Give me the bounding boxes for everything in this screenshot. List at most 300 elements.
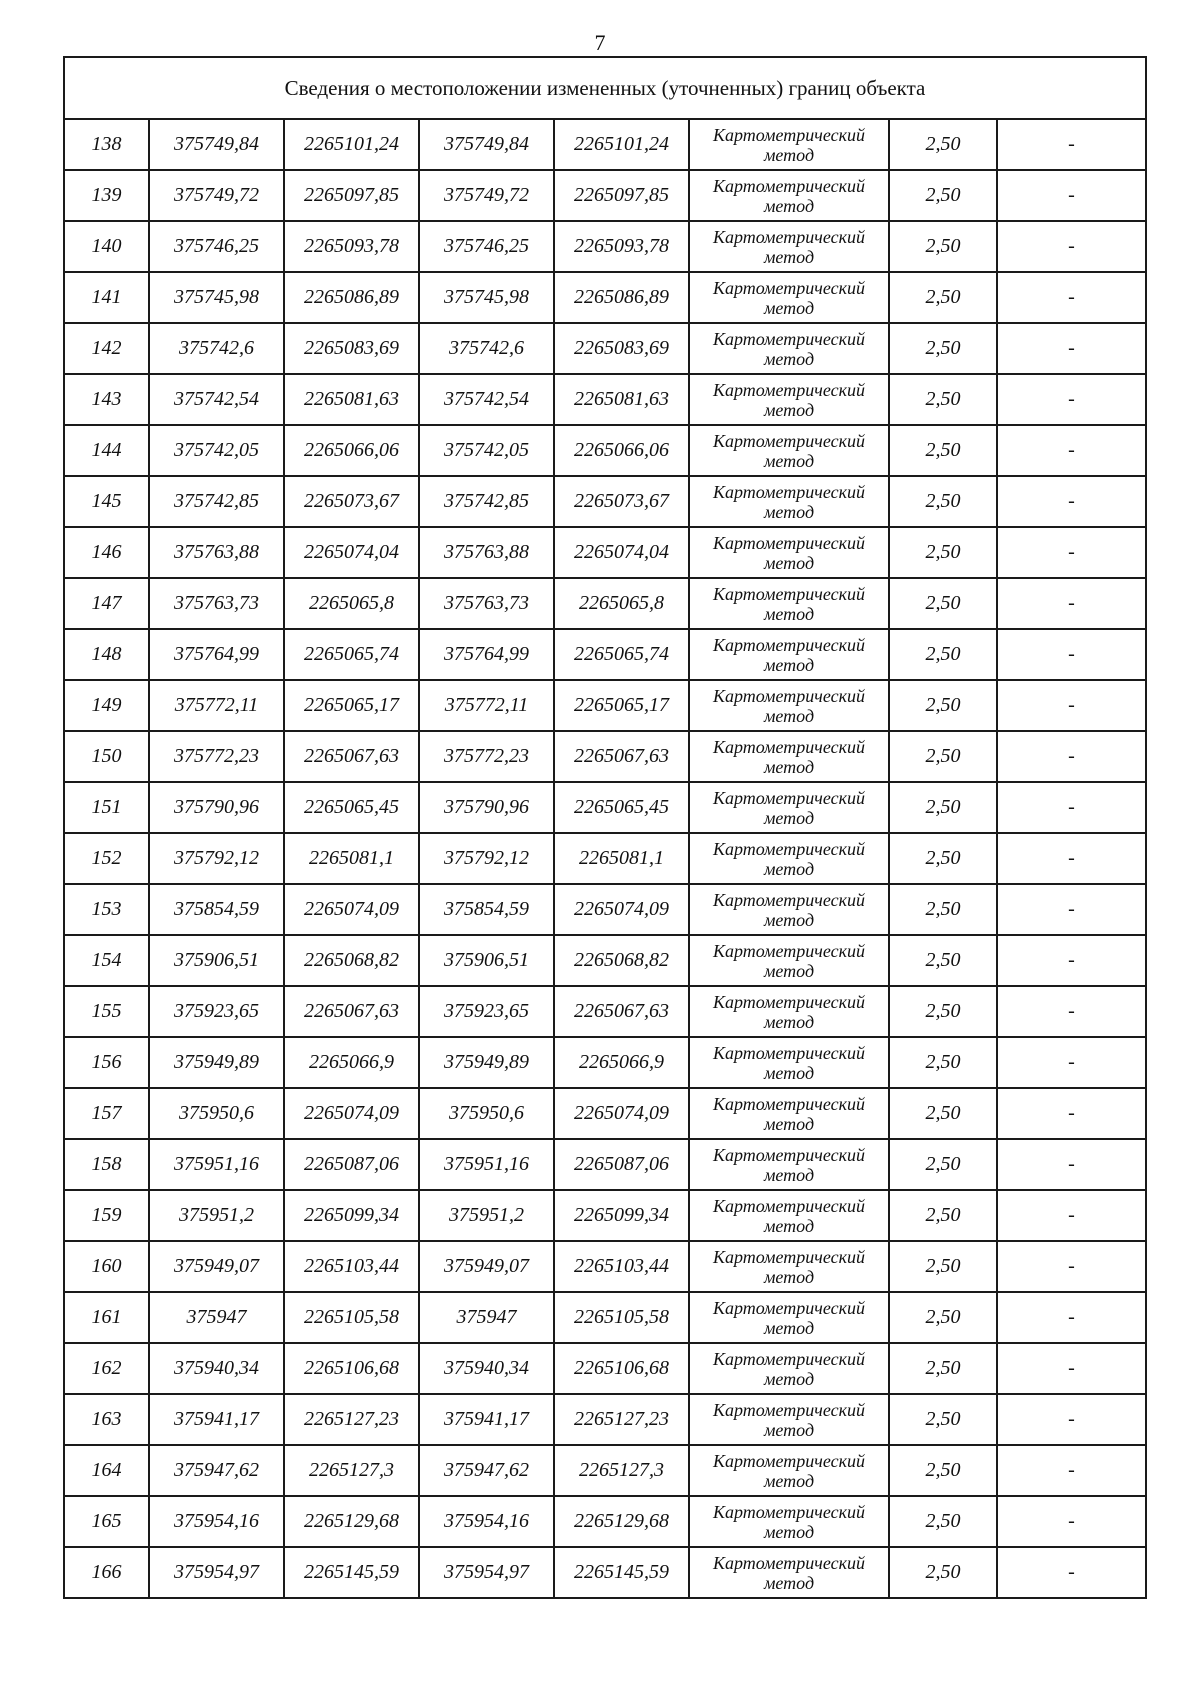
accuracy-cell: 2,50	[889, 221, 997, 272]
existing-x-cell: 375951,16	[149, 1139, 284, 1190]
method-line-2: метод	[763, 1011, 815, 1032]
existing-x-cell: 375742,6	[149, 323, 284, 374]
method-line-2: метод	[763, 144, 815, 165]
method-line-1: Картометрический	[712, 1450, 865, 1471]
table-row	[64, 731, 1146, 782]
method-line-1: Картометрический	[712, 124, 865, 145]
accuracy-cell: 2,50	[889, 1139, 997, 1190]
existing-y-cell: 2265145,59	[284, 1547, 419, 1598]
point-number-cell: 145	[64, 476, 149, 527]
refined-x-cell: 375742,05	[419, 425, 554, 476]
method-cell	[689, 1394, 889, 1445]
table-title-row	[64, 57, 1146, 119]
existing-y-cell: 2265067,63	[284, 986, 419, 1037]
existing-y-cell: 2265129,68	[284, 1496, 419, 1547]
accuracy-cell: 2,50	[889, 1445, 997, 1496]
point-number-cell: 152	[64, 833, 149, 884]
accuracy-cell: 2,50	[889, 884, 997, 935]
table-row	[64, 884, 1146, 935]
existing-x-cell: 375772,23	[149, 731, 284, 782]
point-number-cell: 160	[64, 1241, 149, 1292]
refined-x-cell: 375941,17	[419, 1394, 554, 1445]
note-cell: -	[997, 1292, 1146, 1343]
method-line-2: метод	[763, 1470, 815, 1491]
existing-y-cell: 2265065,8	[284, 578, 419, 629]
refined-y-cell: 2265127,23	[554, 1394, 689, 1445]
refined-x-cell: 375949,07	[419, 1241, 554, 1292]
table-body	[64, 57, 1146, 1598]
refined-y-cell: 2265097,85	[554, 170, 689, 221]
method-line-2: метод	[763, 1113, 815, 1134]
accuracy-cell: 2,50	[889, 1190, 997, 1241]
method-line-2: метод	[763, 1266, 815, 1287]
accuracy-cell: 2,50	[889, 1547, 997, 1598]
method-cell	[689, 1139, 889, 1190]
method-line-2: метод	[763, 450, 815, 471]
existing-y-cell: 2265074,09	[284, 884, 419, 935]
note-cell: -	[997, 119, 1146, 170]
point-number-cell: 146	[64, 527, 149, 578]
refined-x-cell: 375951,2	[419, 1190, 554, 1241]
method-cell	[689, 935, 889, 986]
existing-x-cell: 375764,99	[149, 629, 284, 680]
refined-x-cell: 375772,11	[419, 680, 554, 731]
existing-y-cell: 2265065,74	[284, 629, 419, 680]
refined-y-cell: 2265066,06	[554, 425, 689, 476]
existing-x-cell: 375745,98	[149, 272, 284, 323]
table-row	[64, 1496, 1146, 1547]
method-line-2: метод	[763, 1317, 815, 1338]
method-cell	[689, 1241, 889, 1292]
note-cell: -	[997, 1088, 1146, 1139]
existing-x-cell: 375949,89	[149, 1037, 284, 1088]
method-line-2: метод	[763, 1572, 815, 1593]
point-number-cell: 138	[64, 119, 149, 170]
refined-y-cell: 2265068,82	[554, 935, 689, 986]
note-cell: -	[997, 680, 1146, 731]
page-number: 7	[594, 30, 606, 55]
existing-x-cell: 375742,54	[149, 374, 284, 425]
refined-x-cell: 375947,62	[419, 1445, 554, 1496]
note-cell: -	[997, 1547, 1146, 1598]
accuracy-cell: 2,50	[889, 323, 997, 374]
existing-y-cell: 2265081,1	[284, 833, 419, 884]
method-line-2: метод	[763, 705, 815, 726]
method-line-2: метод	[763, 654, 815, 675]
point-number-cell: 142	[64, 323, 149, 374]
accuracy-cell: 2,50	[889, 425, 997, 476]
method-line-2: метод	[763, 1062, 815, 1083]
refined-y-cell: 2265074,04	[554, 527, 689, 578]
point-number-cell: 154	[64, 935, 149, 986]
point-number-cell: 161	[64, 1292, 149, 1343]
method-cell	[689, 731, 889, 782]
method-line-1: Картометрический	[712, 532, 865, 553]
method-line-2: метод	[763, 756, 815, 777]
point-number-cell: 164	[64, 1445, 149, 1496]
refined-y-cell: 2265081,1	[554, 833, 689, 884]
method-line-1: Картометрический	[712, 1399, 865, 1420]
accuracy-cell: 2,50	[889, 629, 997, 680]
table-row	[64, 374, 1146, 425]
method-cell	[689, 1088, 889, 1139]
existing-y-cell: 2265093,78	[284, 221, 419, 272]
method-line-2: метод	[763, 399, 815, 420]
existing-y-cell: 2265066,9	[284, 1037, 419, 1088]
method-cell	[689, 119, 889, 170]
existing-x-cell: 375947,62	[149, 1445, 284, 1496]
method-line-1: Картометрический	[712, 277, 865, 298]
accuracy-cell: 2,50	[889, 1088, 997, 1139]
refined-y-cell: 2265086,89	[554, 272, 689, 323]
method-cell	[689, 680, 889, 731]
table-row	[64, 578, 1146, 629]
existing-y-cell: 2265074,09	[284, 1088, 419, 1139]
method-line-1: Картометрический	[712, 481, 865, 502]
existing-y-cell: 2265065,17	[284, 680, 419, 731]
method-cell	[689, 629, 889, 680]
refined-x-cell: 375790,96	[419, 782, 554, 833]
refined-y-cell: 2265065,45	[554, 782, 689, 833]
table-row	[64, 1190, 1146, 1241]
method-cell	[689, 578, 889, 629]
note-cell: -	[997, 425, 1146, 476]
existing-x-cell: 375790,96	[149, 782, 284, 833]
note-cell: -	[997, 1445, 1146, 1496]
accuracy-cell: 2,50	[889, 1292, 997, 1343]
refined-x-cell: 375763,73	[419, 578, 554, 629]
accuracy-cell: 2,50	[889, 935, 997, 986]
existing-y-cell: 2265073,67	[284, 476, 419, 527]
point-number-cell: 156	[64, 1037, 149, 1088]
point-number-cell: 165	[64, 1496, 149, 1547]
method-cell	[689, 476, 889, 527]
point-number-cell: 140	[64, 221, 149, 272]
refined-x-cell: 375854,59	[419, 884, 554, 935]
refined-x-cell: 375742,6	[419, 323, 554, 374]
existing-y-cell: 2265105,58	[284, 1292, 419, 1343]
refined-y-cell: 2265065,8	[554, 578, 689, 629]
existing-y-cell: 2265103,44	[284, 1241, 419, 1292]
method-line-2: метод	[763, 603, 815, 624]
method-cell	[689, 1190, 889, 1241]
table-row	[64, 1088, 1146, 1139]
table-row	[64, 1394, 1146, 1445]
refined-y-cell: 2265065,17	[554, 680, 689, 731]
method-line-1: Картометрический	[712, 379, 865, 400]
note-cell: -	[997, 833, 1146, 884]
table-row	[64, 119, 1146, 170]
accuracy-cell: 2,50	[889, 1343, 997, 1394]
note-cell: -	[997, 782, 1146, 833]
method-line-1: Картометрический	[712, 1195, 865, 1216]
method-cell	[689, 425, 889, 476]
note-cell: -	[997, 578, 1146, 629]
existing-y-cell: 2265087,06	[284, 1139, 419, 1190]
accuracy-cell: 2,50	[889, 986, 997, 1037]
refined-x-cell: 375954,97	[419, 1547, 554, 1598]
existing-y-cell: 2265065,45	[284, 782, 419, 833]
method-line-1: Картометрический	[712, 1501, 865, 1522]
existing-x-cell: 375749,72	[149, 170, 284, 221]
refined-y-cell: 2265129,68	[554, 1496, 689, 1547]
existing-y-cell: 2265106,68	[284, 1343, 419, 1394]
method-line-2: метод	[763, 1521, 815, 1542]
refined-x-cell: 375749,84	[419, 119, 554, 170]
method-line-1: Картометрический	[712, 583, 865, 604]
table-row	[64, 170, 1146, 221]
point-number-cell: 155	[64, 986, 149, 1037]
accuracy-cell: 2,50	[889, 1496, 997, 1547]
existing-x-cell: 375906,51	[149, 935, 284, 986]
point-number-cell: 159	[64, 1190, 149, 1241]
accuracy-cell: 2,50	[889, 1241, 997, 1292]
refined-y-cell: 2265083,69	[554, 323, 689, 374]
existing-x-cell: 375763,73	[149, 578, 284, 629]
method-cell	[689, 374, 889, 425]
refined-y-cell: 2265067,63	[554, 731, 689, 782]
refined-x-cell: 375954,16	[419, 1496, 554, 1547]
table-row	[64, 680, 1146, 731]
refined-x-cell: 375940,34	[419, 1343, 554, 1394]
accuracy-cell: 2,50	[889, 680, 997, 731]
table-row	[64, 476, 1146, 527]
existing-x-cell: 375954,16	[149, 1496, 284, 1547]
method-line-1: Картометрический	[712, 634, 865, 655]
refined-y-cell: 2265074,09	[554, 884, 689, 935]
note-cell: -	[997, 1139, 1146, 1190]
point-number-cell: 150	[64, 731, 149, 782]
table-row	[64, 323, 1146, 374]
point-number-cell: 144	[64, 425, 149, 476]
existing-y-cell: 2265081,63	[284, 374, 419, 425]
existing-x-cell: 375746,25	[149, 221, 284, 272]
point-number-cell: 153	[64, 884, 149, 935]
accuracy-cell: 2,50	[889, 578, 997, 629]
accuracy-cell: 2,50	[889, 833, 997, 884]
method-line-1: Картометрический	[712, 736, 865, 757]
existing-x-cell: 375763,88	[149, 527, 284, 578]
method-cell	[689, 1445, 889, 1496]
method-line-1: Картометрический	[712, 1042, 865, 1063]
refined-x-cell: 375749,72	[419, 170, 554, 221]
refined-x-cell: 375772,23	[419, 731, 554, 782]
point-number-cell: 157	[64, 1088, 149, 1139]
refined-y-cell: 2265066,9	[554, 1037, 689, 1088]
method-cell	[689, 323, 889, 374]
note-cell: -	[997, 272, 1146, 323]
method-line-2: метод	[763, 501, 815, 522]
method-line-1: Картометрический	[712, 430, 865, 451]
method-cell	[689, 1496, 889, 1547]
refined-x-cell: 375746,25	[419, 221, 554, 272]
point-number-cell: 148	[64, 629, 149, 680]
refined-x-cell: 375947	[419, 1292, 554, 1343]
table-row	[64, 629, 1146, 680]
method-cell	[689, 221, 889, 272]
method-cell	[689, 170, 889, 221]
method-line-1: Картометрический	[712, 1246, 865, 1267]
table-row	[64, 1547, 1146, 1598]
note-cell: -	[997, 476, 1146, 527]
existing-x-cell: 375742,85	[149, 476, 284, 527]
method-line-1: Картометрический	[712, 889, 865, 910]
refined-y-cell: 2265101,24	[554, 119, 689, 170]
refined-x-cell: 375951,16	[419, 1139, 554, 1190]
point-number-cell: 139	[64, 170, 149, 221]
existing-y-cell: 2265127,23	[284, 1394, 419, 1445]
refined-x-cell: 375763,88	[419, 527, 554, 578]
note-cell: -	[997, 1496, 1146, 1547]
refined-x-cell: 375745,98	[419, 272, 554, 323]
method-line-2: метод	[763, 552, 815, 573]
point-number-cell: 162	[64, 1343, 149, 1394]
note-cell: -	[997, 170, 1146, 221]
method-line-2: метод	[763, 195, 815, 216]
existing-y-cell: 2265097,85	[284, 170, 419, 221]
point-number-cell: 163	[64, 1394, 149, 1445]
refined-y-cell: 2265103,44	[554, 1241, 689, 1292]
existing-y-cell: 2265068,82	[284, 935, 419, 986]
existing-x-cell: 375749,84	[149, 119, 284, 170]
table-row	[64, 833, 1146, 884]
refined-y-cell: 2265087,06	[554, 1139, 689, 1190]
accuracy-cell: 2,50	[889, 782, 997, 833]
method-cell	[689, 986, 889, 1037]
refined-y-cell: 2265067,63	[554, 986, 689, 1037]
method-line-1: Картометрический	[712, 1297, 865, 1318]
note-cell: -	[997, 986, 1146, 1037]
refined-x-cell: 375949,89	[419, 1037, 554, 1088]
note-cell: -	[997, 323, 1146, 374]
refined-y-cell: 2265081,63	[554, 374, 689, 425]
refined-x-cell: 375742,54	[419, 374, 554, 425]
existing-y-cell: 2265101,24	[284, 119, 419, 170]
method-line-2: метод	[763, 1368, 815, 1389]
existing-y-cell: 2265099,34	[284, 1190, 419, 1241]
note-cell: -	[997, 527, 1146, 578]
method-line-1: Картометрический	[712, 175, 865, 196]
refined-x-cell: 375950,6	[419, 1088, 554, 1139]
method-line-2: метод	[763, 348, 815, 369]
method-cell	[689, 884, 889, 935]
note-cell: -	[997, 884, 1146, 935]
method-line-2: метод	[763, 858, 815, 879]
method-line-1: Картометрический	[712, 1093, 865, 1114]
method-line-1: Картометрический	[712, 787, 865, 808]
table-row	[64, 1037, 1146, 1088]
existing-x-cell: 375954,97	[149, 1547, 284, 1598]
method-line-2: метод	[763, 960, 815, 981]
method-line-1: Картометрический	[712, 1348, 865, 1369]
note-cell: -	[997, 221, 1146, 272]
method-cell	[689, 782, 889, 833]
existing-y-cell: 2265127,3	[284, 1445, 419, 1496]
existing-x-cell: 375742,05	[149, 425, 284, 476]
point-number-cell: 158	[64, 1139, 149, 1190]
method-line-1: Картометрический	[712, 991, 865, 1012]
point-number-cell: 151	[64, 782, 149, 833]
method-line-1: Картометрический	[712, 328, 865, 349]
table-row	[64, 1241, 1146, 1292]
method-cell	[689, 272, 889, 323]
table-row	[64, 1343, 1146, 1394]
method-line-1: Картометрический	[712, 1144, 865, 1165]
method-line-2: метод	[763, 807, 815, 828]
method-line-1: Картометрический	[712, 1552, 865, 1573]
table-row	[64, 1292, 1146, 1343]
accuracy-cell: 2,50	[889, 170, 997, 221]
table-row	[64, 272, 1146, 323]
method-line-1: Картометрический	[712, 940, 865, 961]
method-line-2: метод	[763, 1215, 815, 1236]
existing-x-cell: 375941,17	[149, 1394, 284, 1445]
point-number-cell: 141	[64, 272, 149, 323]
method-line-1: Картометрический	[712, 226, 865, 247]
refined-y-cell: 2265127,3	[554, 1445, 689, 1496]
table-row	[64, 527, 1146, 578]
refined-x-cell: 375792,12	[419, 833, 554, 884]
point-number-cell: 149	[64, 680, 149, 731]
accuracy-cell: 2,50	[889, 272, 997, 323]
refined-y-cell: 2265099,34	[554, 1190, 689, 1241]
refined-x-cell: 375742,85	[419, 476, 554, 527]
table-title: Сведения о местоположении измененных (уточненных) границ объекта	[64, 57, 1146, 119]
method-cell	[689, 833, 889, 884]
accuracy-cell: 2,50	[889, 374, 997, 425]
point-number-cell: 147	[64, 578, 149, 629]
note-cell: -	[997, 935, 1146, 986]
table-row	[64, 782, 1146, 833]
refined-y-cell: 2265106,68	[554, 1343, 689, 1394]
table-row	[64, 986, 1146, 1037]
refined-y-cell: 2265105,58	[554, 1292, 689, 1343]
refined-x-cell: 375923,65	[419, 986, 554, 1037]
note-cell: -	[997, 1394, 1146, 1445]
existing-x-cell: 375949,07	[149, 1241, 284, 1292]
note-cell: -	[997, 1190, 1146, 1241]
method-cell	[689, 1292, 889, 1343]
method-line-2: метод	[763, 297, 815, 318]
accuracy-cell: 2,50	[889, 527, 997, 578]
table-row	[64, 425, 1146, 476]
method-line-2: метод	[763, 1164, 815, 1185]
boundary-coordinates-table	[63, 56, 1147, 1599]
accuracy-cell: 2,50	[889, 476, 997, 527]
note-cell: -	[997, 1343, 1146, 1394]
point-number-cell: 166	[64, 1547, 149, 1598]
table-row	[64, 1445, 1146, 1496]
method-cell	[689, 1547, 889, 1598]
existing-x-cell: 375772,11	[149, 680, 284, 731]
existing-x-cell: 375792,12	[149, 833, 284, 884]
existing-y-cell: 2265066,06	[284, 425, 419, 476]
method-line-1: Картометрический	[712, 685, 865, 706]
refined-y-cell: 2265145,59	[554, 1547, 689, 1598]
refined-x-cell: 375764,99	[419, 629, 554, 680]
note-cell: -	[997, 374, 1146, 425]
existing-x-cell: 375950,6	[149, 1088, 284, 1139]
method-cell	[689, 1037, 889, 1088]
refined-y-cell: 2265093,78	[554, 221, 689, 272]
existing-y-cell: 2265067,63	[284, 731, 419, 782]
table-row	[64, 935, 1146, 986]
existing-x-cell: 375947	[149, 1292, 284, 1343]
accuracy-cell: 2,50	[889, 731, 997, 782]
table-row	[64, 1139, 1146, 1190]
note-cell: -	[997, 629, 1146, 680]
refined-y-cell: 2265073,67	[554, 476, 689, 527]
